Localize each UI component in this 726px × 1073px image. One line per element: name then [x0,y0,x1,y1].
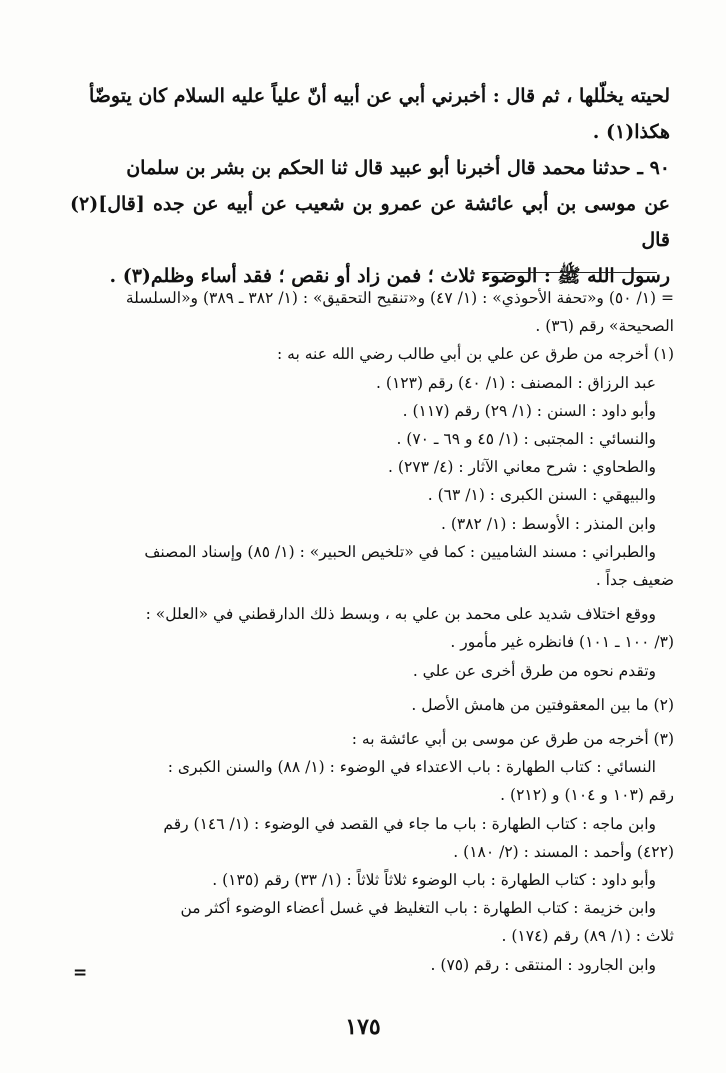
main-line: عن موسى بن أبي عائشة عن عمرو بن شعيب عن أبيه عن جده [قال](٢) قال [70,193,670,251]
footnote-line: والطبراني : مسند الشاميين : كما في «تلخيص الحبير» : (١/ ٨٥) وإسناد المصنف [144,542,656,561]
footnote-line: ثلاث : (١/ ٨٩) رقم (١٧٤) . [501,927,674,946]
footnote-line: والبيهقي : السنن الكبرى : (١/ ٦٣) . [427,486,656,505]
footnote-line: عبد الرزاق : المصنف : (١/ ٤٠) رقم (١٢٣) . [376,373,656,392]
footnote-1: (١) أخرجه من طرق عن علي بن أبي طالب رضي الله عنه به : [277,345,674,364]
footnotes [64,284,674,979]
footnote-line: الصحيحة» رقم (٣٦) . [535,317,674,336]
footnote-line: = (١/ ٥٠) و«تحفة الأحوذي» : (١/ ٤٧) و«تنقيح التحقيق» : (١/ ٣٨٢ ـ ٣٨٩) و«السلسلة [125,289,674,307]
footnote-line: وابن خزيمة : كتاب الطهارة : باب التغليظ في غسل أعضاء الوضوء أكثر من [180,899,656,918]
footnote-line: النسائي : كتاب الطهارة : باب الاعتداء في الوضوء : (١/ ٨٨) والسنن الكبرى : [167,758,656,777]
footnote-line: رقم (١٠٣ و ١٠٤) و (٢١٢) . [500,786,674,805]
continuation-marker: = [73,963,88,983]
footnote-3: (٣) أخرجه من طرق عن موسى بن أبي عائشة به : [351,730,674,749]
footnote-line: والطحاوي : شرح معاني الآثار : (٤/ ٢٧٣) . [388,458,656,477]
footnote-line: وأبو داود : كتاب الطهارة : باب الوضوء ثلاثاً ثلاثاً : (١/ ٣٣) رقم (١٣٥) . [212,871,656,890]
footnote-line: وتقدم نحوه من طرق أخرى عن علي . [412,661,656,680]
main-line: رسول الله ﷺ : الوضوء ثلاث ؛ فمن زاد أو نقص ؛ فقد أساء وظلم(٣) . [109,265,670,287]
page-number: ١٧٥ [345,1014,381,1040]
footnote-line: وابن الجارود : المنتقى : رقم (٧٥) . [430,955,656,974]
main-text [70,78,670,294]
footnote-divider [482,272,657,273]
footnote-line: وأبو داود : السنن : (١/ ٢٩) رقم (١١٧) . [402,401,656,420]
footnote-line: (٤٢٢) وأحمد : المسند : (٢/ ١٨٠) . [453,842,674,861]
footnote-line: والنسائي : المجتبى : (١/ ٤٥ و ٦٩ ـ ٧٠) . [396,430,656,449]
footnote-line: ووقع اختلاف شديد على محمد بن علي به ، وبسط ذلك الدارقطني في «العلل» : [145,605,656,624]
footnote-2: (٢) ما بين المعقوفتين من هامش الأصل . [411,695,674,714]
main-line: لحيته يخلّلها ، ثم قال : أخبرني أبي عن أبيه أنّ علياً عليه السلام كان يتوضّأ [88,85,670,107]
footnote-line: ضعيف جداً . [595,571,674,590]
footnote-line: وابن المنذر : الأوسط : (١/ ٣٨٢) . [440,514,656,533]
main-line: هكذا(١) . [592,121,670,143]
footnote-line: (٣/ ١٠٠ ـ ١٠١) فانظره غير مأمور . [450,633,674,652]
hadith-paragraph: ٩٠ ـ حدثنا محمد قال أخبرنا أبو عبيد قال ثنا الحكم بن بشر بن سلمان [126,157,670,179]
footnote-line: وابن ماجه : كتاب الطهارة : باب ما جاء في القصد في الوضوء : (١/ ١٤٦) رقم [163,814,656,833]
